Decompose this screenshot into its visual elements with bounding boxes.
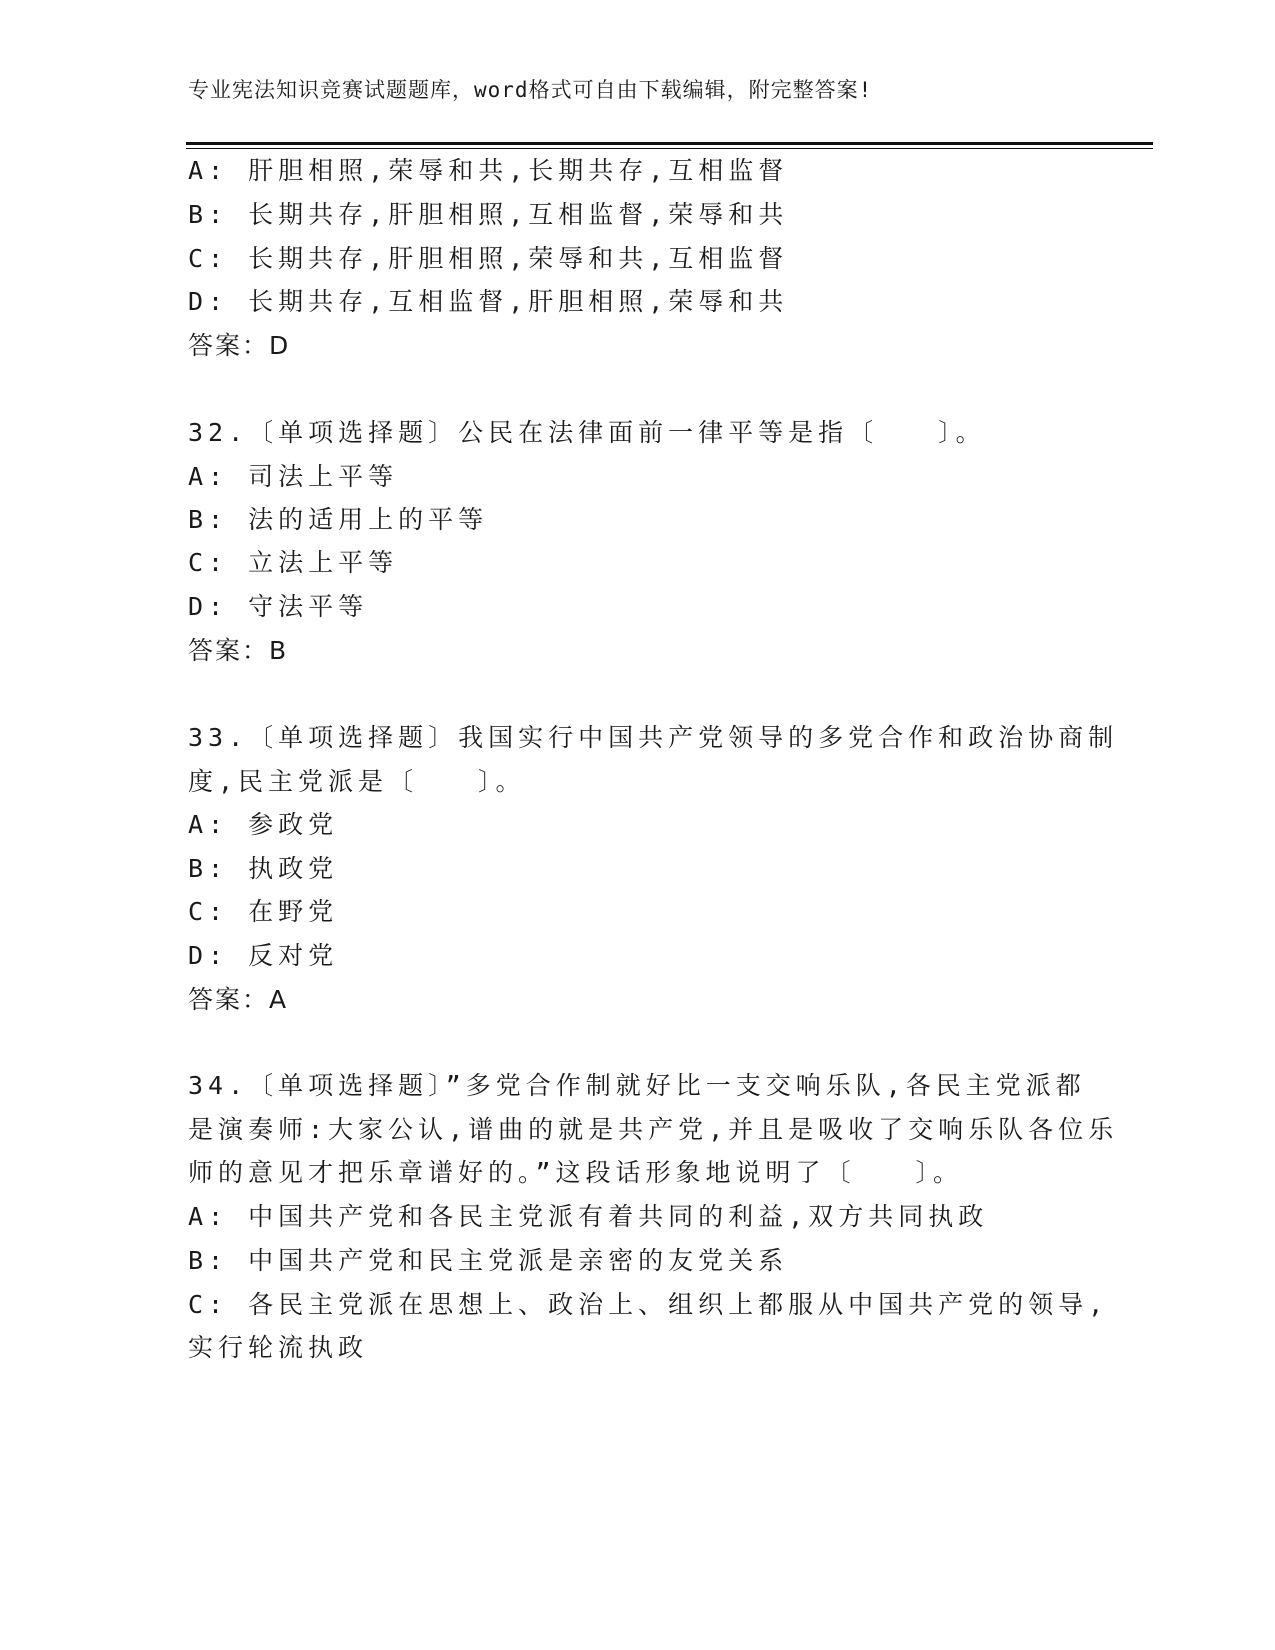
q33-stem-line-1: 33.〔单项选择题〕我国实行中国共产党领导的多党合作和政治协商制 <box>188 723 1119 752</box>
q33-answer: 答案：A <box>188 985 289 1014</box>
q33-option-c: C: 在野党 <box>188 897 339 926</box>
q32-option-c: C: 立法上平等 <box>188 548 399 577</box>
page-header: 专业宪法知识竞赛试题题库，word格式可自由下载编辑，附完整答案! <box>188 78 873 102</box>
q34-stem-line-1: 34.〔单项选择题〕”多党合作制就好比一支交响乐队,各民主党派都 <box>188 1071 1086 1100</box>
header-rule-thick <box>186 142 1153 145</box>
q31-option-b: B: 长期共存,肝胆相照,互相监督,荣辱和共 <box>188 200 789 229</box>
q32-option-a: A: 司法上平等 <box>188 462 399 491</box>
q33-option-a: A: 参政党 <box>188 810 339 839</box>
q34-stem-line-2: 是演奏师:大家公认,谱曲的就是共产党,并且是吸收了交响乐队各位乐 <box>188 1115 1119 1144</box>
q34-option-c: C: 各民主党派在思想上、政治上、组织上都服从中国共产党的领导, <box>188 1290 1109 1319</box>
q33-option-b: B: 执政党 <box>188 854 339 883</box>
q31-answer: 答案：D <box>188 331 291 360</box>
q33-stem-line-2: 度,民主党派是〔 〕。 <box>188 767 526 796</box>
q31-option-a: A: 肝胆相照,荣辱和共,长期共存,互相监督 <box>188 156 789 185</box>
q33-option-d: D: 反对党 <box>188 941 339 970</box>
q32-stem-line-1: 32.〔单项选择题〕公民在法律面前一律平等是指〔 〕。 <box>188 418 986 447</box>
q32-option-d: D: 守法平等 <box>188 592 369 621</box>
q32-answer: 答案：B <box>188 636 289 665</box>
q32-option-b: B: 法的适用上的平等 <box>188 505 489 534</box>
q34-option-b: B: 中国共产党和民主党派是亲密的友党关系 <box>188 1246 789 1275</box>
header-rule-thin <box>186 148 1153 149</box>
q34-stem-line-3: 师的意见才把乐章谱好的。”这段话形象地说明了〔 〕。 <box>188 1158 964 1187</box>
q31-option-d: D: 长期共存,互相监督,肝胆相照,荣辱和共 <box>188 287 789 316</box>
q31-option-c: C: 长期共存,肝胆相照,荣辱和共,互相监督 <box>188 244 789 273</box>
q34-option-c-continued: 实行轮流执政 <box>188 1333 369 1362</box>
q34-option-a: A: 中国共产党和各民主党派有着共同的利益,双方共同执政 <box>188 1202 989 1231</box>
